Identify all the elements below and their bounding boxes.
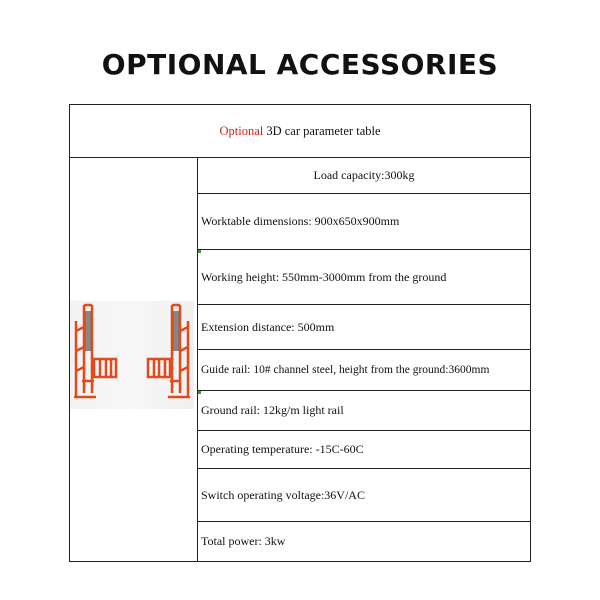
param-operating-temperature: Operating temperature: -15C-60C: [201, 442, 364, 456]
table-header: [70, 105, 530, 158]
param-row: [198, 522, 530, 561]
param-total-power: Total power: 3kw: [201, 534, 286, 548]
param-extension-distance: Extension distance: 500mm: [201, 319, 335, 334]
param-row: [198, 391, 530, 431]
cell-marker: [198, 250, 201, 253]
header-title-label: 3D car parameter table: [263, 123, 381, 138]
page-title: OPTIONAL ACCESSORIES: [101, 48, 499, 81]
header-optional-label: Optional: [219, 123, 264, 138]
param-row: [198, 350, 530, 391]
param-switch-voltage: Switch operating voltage:36V/AC: [201, 487, 365, 502]
param-row: [198, 305, 530, 350]
param-row: [198, 431, 530, 469]
parameter-list: [198, 158, 530, 561]
cell-marker: [198, 391, 201, 394]
param-row: [198, 250, 530, 305]
param-worktable-dimensions: Worktable dimensions: 900x650x900mm: [201, 214, 400, 228]
parameter-table: [69, 104, 531, 562]
lift-platform-illustration: [70, 301, 194, 409]
param-ground-rail: Ground rail: 12kg/m light rail: [201, 403, 344, 417]
product-image-cell: [70, 158, 198, 561]
param-guide-rail: Guide rail: 10# channel steel, height from the ground:3600mm: [201, 364, 490, 376]
param-row: [198, 158, 530, 194]
product-image: [70, 301, 194, 409]
param-load-capacity: Load capacity:300kg: [313, 168, 415, 182]
param-row: [198, 469, 530, 522]
param-row: [198, 194, 530, 250]
param-working-height: Working height: 550mm-3000mm from the ground: [201, 269, 447, 284]
